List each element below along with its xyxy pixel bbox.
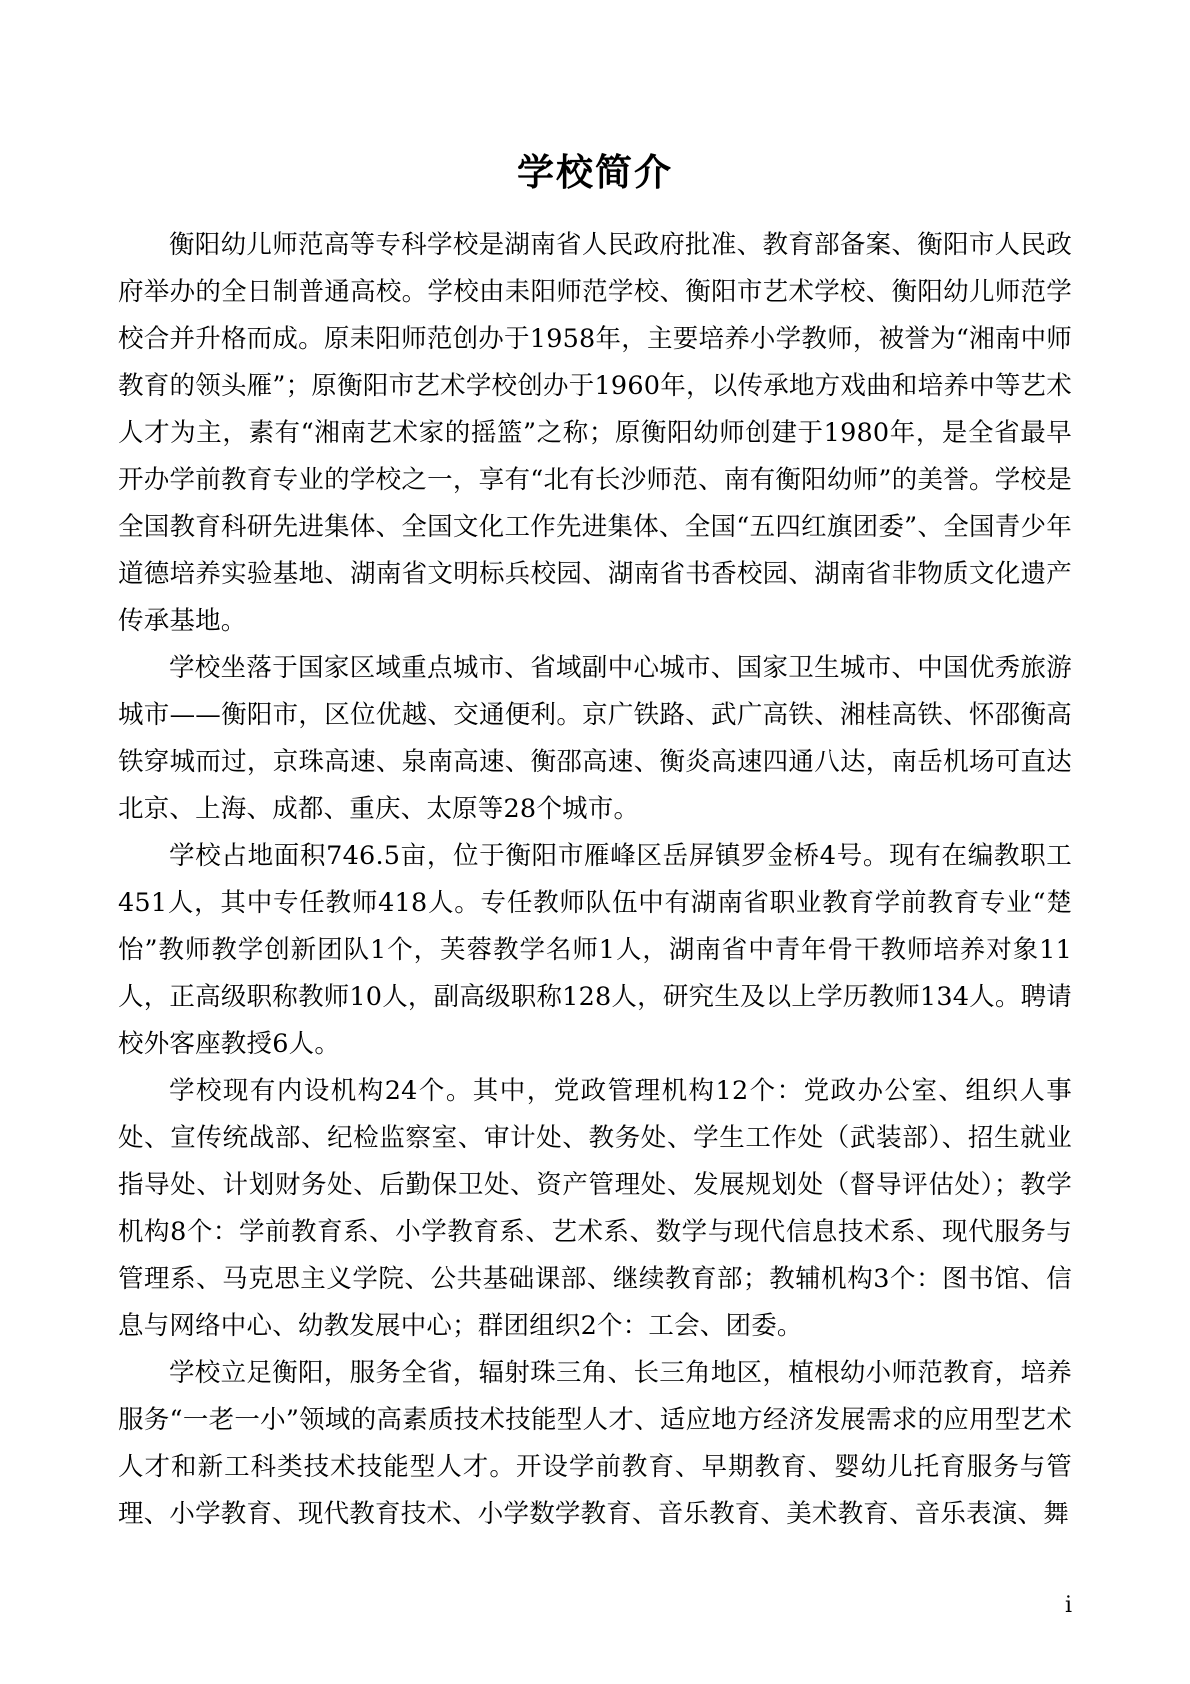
paragraph-4: 学校现有内设机构24个。其中，党政管理机构12个：党政办公室、组织人事处、宣传统战部、纪检监察室、审计处、教务处、学生工作处（武装部）、招生就业指导处、计划财务处、后勤保卫处、资产管理处、发展规划处（督导评估处）；教学机构8个：学前教育系、小学教育系、艺术系、数学与现代信息技术系、现代服务与管理系、马克思主义学院、公共基础课部、继续教育部；教辅机构3个：图书馆、信息与网络中心、幼教发展中心；群团组织2个：工会、团委。 bbox=[118, 1076, 1072, 1341]
page-title: 学校简介 bbox=[517, 150, 673, 194]
document-body bbox=[118, 222, 1072, 1538]
paragraph-5: 学校立足衡阳，服务全省，辐射珠三角、长三角地区，植根幼小师范教育，培养服务“一老一小”领域的高素质技术技能型人才、适应地方经济发展需求的应用型艺术人才和新工科类技术技能型人才。开设学前教育、早期教育、婴幼儿托育服务与管理、小学教育、现代教育技术、小学数学教育、音乐教育、美术教育、音乐表演、舞 bbox=[118, 1358, 1072, 1529]
paragraph-2: 学校坐落于国家区域重点城市、省域副中心城市、国家卫生城市、中国优秀旅游城市——衡阳市，区位优越、交通便利。京广铁路、武广高铁、湘桂高铁、怀邵衡高铁穿城而过，京珠高速、泉南高速、衡邵高速、衡炎高速四通八达，南岳机场可直达北京、上海、成都、重庆、太原等28个城市。 bbox=[118, 653, 1072, 824]
paragraph-3: 学校占地面积746.5亩，位于衡阳市雁峰区岳屏镇罗金桥4号。现有在编教职工451人，其中专任教师418人。专任教师队伍中有湖南省职业教育学前教育专业“楚怡”教师教学创新团队1个，芙蓉教学名师1人，湖南省中青年骨干教师培养对象11人，正高级职称教师10人，副高级职称128人，研究生及以上学历教师134人。聘请校外客座教授6人。 bbox=[118, 841, 1072, 1059]
paragraph-1: 衡阳幼儿师范高等专科学校是湖南省人民政府批准、教育部备案、衡阳市人民政府举办的全日制普通高校。学校由耒阳师范学校、衡阳市艺术学校、衡阳幼儿师范学校合并升格而成。原耒阳师范创办于1958年，主要培养小学教师，被誉为“湘南中师教育的领头雁”；原衡阳市艺术学校创办于1960年，以传承地方戏曲和培养中等艺术人才为主，素有“湘南艺术家的摇篮”之称；原衡阳幼师创建于1980年，是全省最早开办学前教育专业的学校之一，享有“北有长沙师范、南有衡阳幼师”的美誉。学校是全国教育科研先进集体、全国文化工作先进集体、全国“五四红旗团委”、全国青少年道德培养实验基地、湖南省文明标兵校园、湖南省书香校园、湖南省非物质文化遗产传承基地。 bbox=[118, 230, 1072, 636]
page-number: i bbox=[1064, 1593, 1072, 1618]
